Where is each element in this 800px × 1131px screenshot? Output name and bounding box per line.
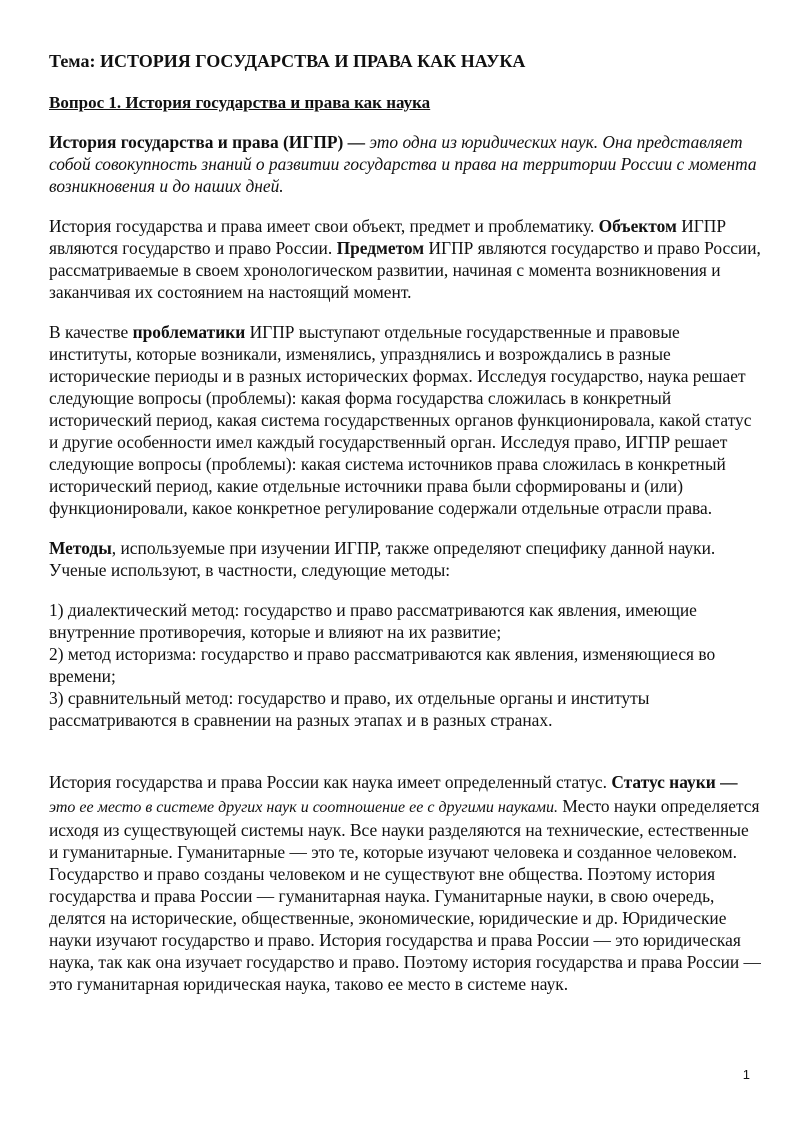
status-paragraph xyxy=(49,771,761,995)
text-span: История государства и права России как наука имеет определенный статус. xyxy=(49,772,612,792)
text-span: ИГПР являются государство и право России. xyxy=(49,216,727,258)
status-definition: это ее место в системе других наук и соотношение ее с другими науками. xyxy=(49,799,558,816)
page-title: Тема: ИСТОРИЯ ГОСУДАРСТВА И ПРАВА КАК НАУКА xyxy=(49,51,526,71)
object-subject-paragraph xyxy=(49,215,761,303)
bold-term-methods: Методы xyxy=(49,538,112,558)
text-span: История государства и права имеет свои объект, предмет и проблематику. xyxy=(49,216,599,236)
bold-term-object: Объектом xyxy=(598,216,677,236)
definition-term: История государства и права (ИГПР) — xyxy=(49,132,366,152)
text-span: Место науки определяется исходя из существующей системы наук. Все науки разделяются на технические, естественные и гуманитарные. Гуманитарные — это те, которые изучают человека и созданное человеком. Государство и право созданы человеком и не существуют вне общества. Поэтому история государства и права России — гуманитарная наука. Гуманитарные науки, в свою очередь, делятся на исторические, общественные, экономические, юридические и др. Юридические науки изучают государство и право. История государства и права России — это юридическая наука, так как она изучает государство и право. Поэтому история государства и права России — это гуманитарная юридическая наука, таково ее место в системе наук. xyxy=(49,796,761,994)
definition-paragraph xyxy=(49,131,761,197)
text-span: ИГПР являются государство и право России, рассматриваемые в своем хронологическом развитии, начиная с момента возникновения и заканчивая их состоянием на настоящий момент. xyxy=(49,238,761,302)
text-span: ИГПР выступают отдельные государственные и правовые институты, которые возникали, изменялись, упразднялись и возрождались в разные исторические периоды и в разных исторических формах. Исследуя государство, наука решает следующие вопросы (проблемы): какая форма государства сложилась в конкретный исторический период, какая система государственных органов функционировала, какой статус и другие особенности имел каждый государственный орган. Исследуя право, ИГПР решает следующие вопросы (проблемы): какая система источников права сложилась в конкретный исторический период, какие отдельные источники права были сформированы и (или) функционировали, какое конкретное регулирование содержали отдельные отрасли права. xyxy=(49,322,752,518)
list-item: 3) сравнительный метод: государство и право, их отдельные органы и институты рассматриваются в сравнении на разных этапах и в разных странах. xyxy=(49,688,650,730)
page-number: 1 xyxy=(742,1067,750,1082)
text-span: В качестве xyxy=(49,322,133,342)
list-item: 2) метод историзма: государство и право рассматриваются как явления, изменяющиеся во времени; xyxy=(49,644,716,686)
methods-paragraph xyxy=(49,537,761,581)
definition-text: это одна из юридических наук. Она представляет собой совокупность знаний о развитии государства и права на территории России с момента возникновения и до наших дней. xyxy=(49,132,757,196)
problematics-paragraph xyxy=(49,321,761,519)
bold-term-problematics: проблематики xyxy=(132,322,246,342)
list-item: 1) диалектический метод: государство и право рассматриваются как явления, имеющие внутренние противоречия, которые и влияют на их развитие; xyxy=(49,600,697,642)
bold-term-subject: Предметом xyxy=(336,238,425,258)
methods-list xyxy=(49,599,761,731)
text-span: , используемые при изучении ИГПР, также определяют специфику данной науки. Ученые используют, в частности, следующие методы: xyxy=(49,538,716,580)
bold-term-status: Статус науки — xyxy=(611,772,738,792)
question-heading: Вопрос 1. История государства и права как наука xyxy=(49,93,431,112)
document-page xyxy=(49,49,761,1013)
